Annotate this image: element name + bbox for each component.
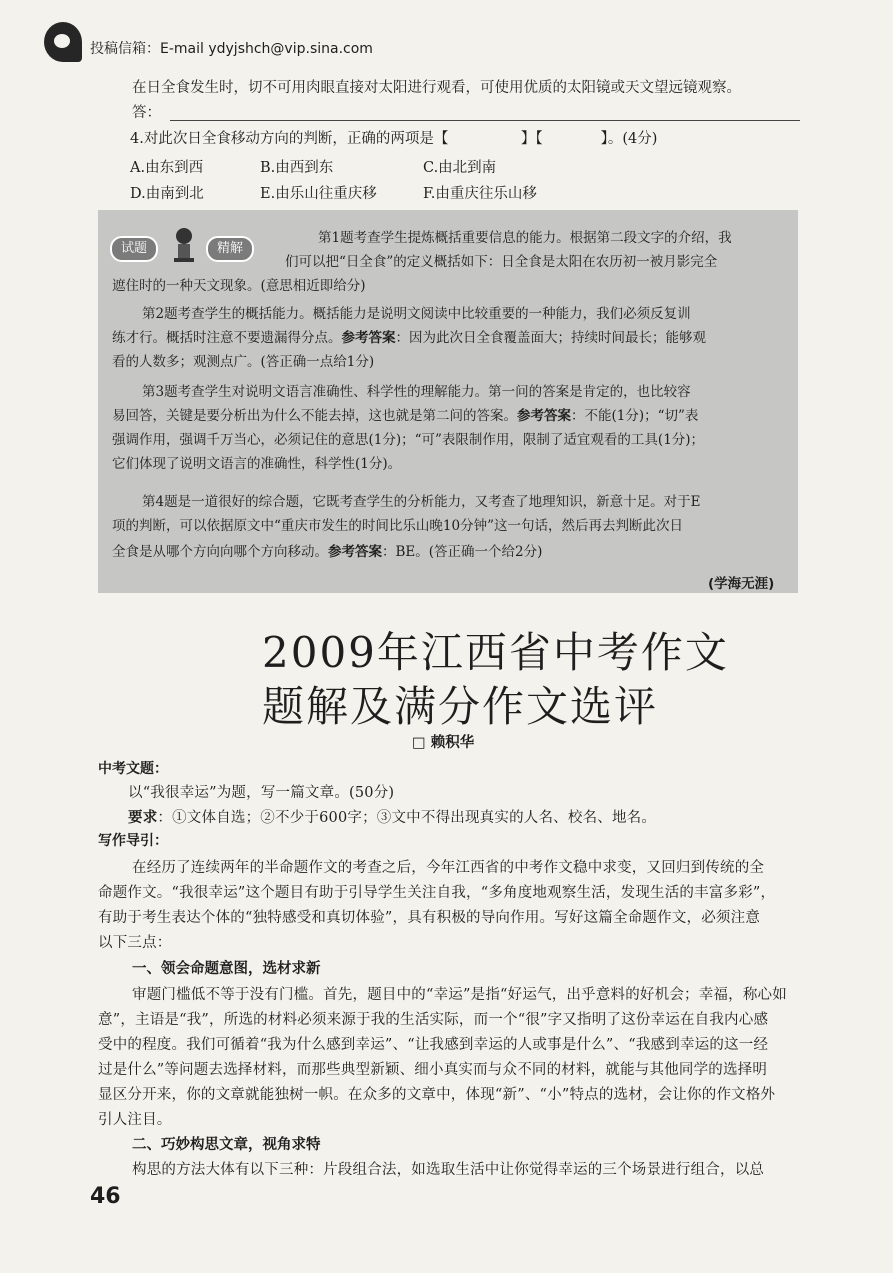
paragraph-line: 构思的方法大体有以下三种：片段组合法，如选取生活中让你觉得幸运的三个场景进行组合，以总: [132, 1162, 765, 1178]
answer-label: 答：: [132, 105, 161, 121]
option-f: F.由重庆往乐山移: [423, 186, 537, 202]
option-d: D.由南到北: [130, 186, 204, 202]
article-title-line1: 2009年江西省中考作文: [262, 628, 729, 677]
analysis-line: 全食是从哪个方向向哪个方向移动。参考答案：BE。(答正确一个给2分): [112, 544, 543, 560]
question-line: 在日全食发生时，切不可用肉眼直接对太阳进行观看，可使用优质的太阳镜或天文望远镜观察。: [132, 80, 741, 96]
paragraph-line: 引人注目。: [98, 1112, 172, 1128]
exam-requirement: 要求：①文体自选；②不少于600字；③文中不得出现真实的人名、校名、地名。: [128, 809, 657, 826]
answer-label: 参考答案: [517, 408, 571, 424]
magazine-logo-icon: [44, 22, 82, 62]
article-title-line2: 题解及满分作文选评: [262, 682, 659, 731]
analysis-line: 项的判断，可以依据原文中“重庆市发生的时间比乐山晚10分钟”这一句话，然后再去判断此次日: [112, 518, 683, 534]
analysis-badge: [110, 230, 265, 266]
exam-prompt: 以“我很幸运”为题，写一篇文章。(50分): [128, 785, 395, 801]
analysis-line: 它们体现了说明文语言的准确性，科学性(1分)。: [112, 456, 402, 472]
badge-right: 精解: [206, 236, 254, 262]
section-heading-1: 一、领会命题意图，选材求新: [132, 961, 321, 977]
paragraph-line: 在经历了连续两年的半命题作文的考查之后，今年江西省的中考作文稳中求变，又回归到传统的全: [132, 860, 765, 876]
option-c: C.由北到南: [423, 160, 497, 176]
option-e: E.由乐山往重庆移: [260, 186, 377, 202]
header-contact: 投稿信箱：E-mail ydyjshch@vip.sina.com: [90, 41, 373, 57]
analysis-signature: (学海无涯): [708, 576, 775, 592]
analysis-line: 易回答，关键是要分析出为什么不能去掉，这也就是第二问的答案。参考答案：不能(1分)；“切”表: [112, 408, 699, 424]
analysis-line: 遮住时的一种天文现象。(意思相近即给分): [112, 278, 366, 294]
paragraph-line: 受中的程度。我们可循着“我为什么感到幸运”、“让我感到幸运的人或事是什么”、“我感到幸运的这一经: [98, 1037, 769, 1053]
analysis-line: 看的人数多；观测点广。(答正确一点给1分): [112, 354, 375, 370]
paragraph-line: 有助于考生表达个体的“独特感受和真切体验”，具有积极的导向作用。写好这篇全命题作文，必须注意: [98, 910, 761, 926]
answer-label: 参考答案: [328, 544, 382, 560]
paragraph-line: 以下三点：: [98, 935, 172, 951]
paragraph-line: 过是什么”等问题去选择材料，而那些典型新颖、细小真实而与众不同的材料，就能与其他同学的选择明: [98, 1062, 768, 1078]
analysis-line: 强调作用，强调千万当心，必须记住的意思(1分)；“可”表限制作用，限制了适宜观看的工具(1分)；: [112, 432, 705, 448]
badge-left: 试题: [110, 236, 158, 262]
exam-label: 中考文题：: [98, 761, 168, 777]
page-number: 46: [90, 1184, 121, 1209]
answer-label: 参考答案: [341, 330, 396, 346]
mascot-icon: [168, 224, 200, 264]
paragraph-line: 命题作文。“我很幸运”这个题目有助于引导学生关注自我，“多角度地观察生活，发现生活的丰富多彩”，: [98, 885, 776, 901]
section-heading-2: 二、巧妙构思文章，视角求特: [132, 1137, 321, 1153]
paragraph-line: 显区分开来，你的文章就能独树一帜。在众多的文章中，体现“新”、“小”特点的选材，会让你的作文格外: [98, 1087, 776, 1103]
paragraph-line: 意”，主语是“我”，所选的材料必须来源于我的生活实际，而一个“很”字又指明了这份幸运在自我内心感: [98, 1012, 769, 1028]
option-b: B.由西到东: [260, 160, 334, 176]
analysis-line: 第3题考查学生对说明文语言准确性、科学性的理解能力。第一问的答案是肯定的，也比较容: [142, 384, 691, 400]
analysis-line: 第1题考查学生提炼概括重要信息的能力。根据第二段文字的介绍，我: [318, 230, 732, 246]
analysis-line: 们可以把“日全食”的定义概括如下：日全食是太阳在农历初一被月影完全: [285, 254, 718, 270]
analysis-line: 第2题考查学生的概括能力。概括能力是说明文阅读中比较重要的一种能力，我们必须反复训: [142, 306, 691, 322]
article-author: □ 赖积华: [412, 735, 475, 751]
option-a: A.由东到西: [130, 160, 204, 176]
question-4: 4.对此次日全食移动方向的判断，正确的两项是【 】【 】。(4分): [130, 131, 658, 147]
answer-rule: [170, 120, 800, 121]
analysis-line: 第4题是一道很好的综合题，它既考查学生的分析能力，又考查了地理知识，新意十足。对于E: [142, 494, 701, 510]
analysis-line: 练才行。概括时注意不要遗漏得分点。参考答案：因为此次日全食覆盖面大；持续时间最长；能够观: [112, 330, 706, 346]
guide-label: 写作导引：: [98, 833, 168, 849]
paragraph-line: 审题门槛低不等于没有门槛。首先，题目中的“幸运”是指“好运气，出乎意料的好机会；幸福，称心如: [132, 987, 787, 1003]
